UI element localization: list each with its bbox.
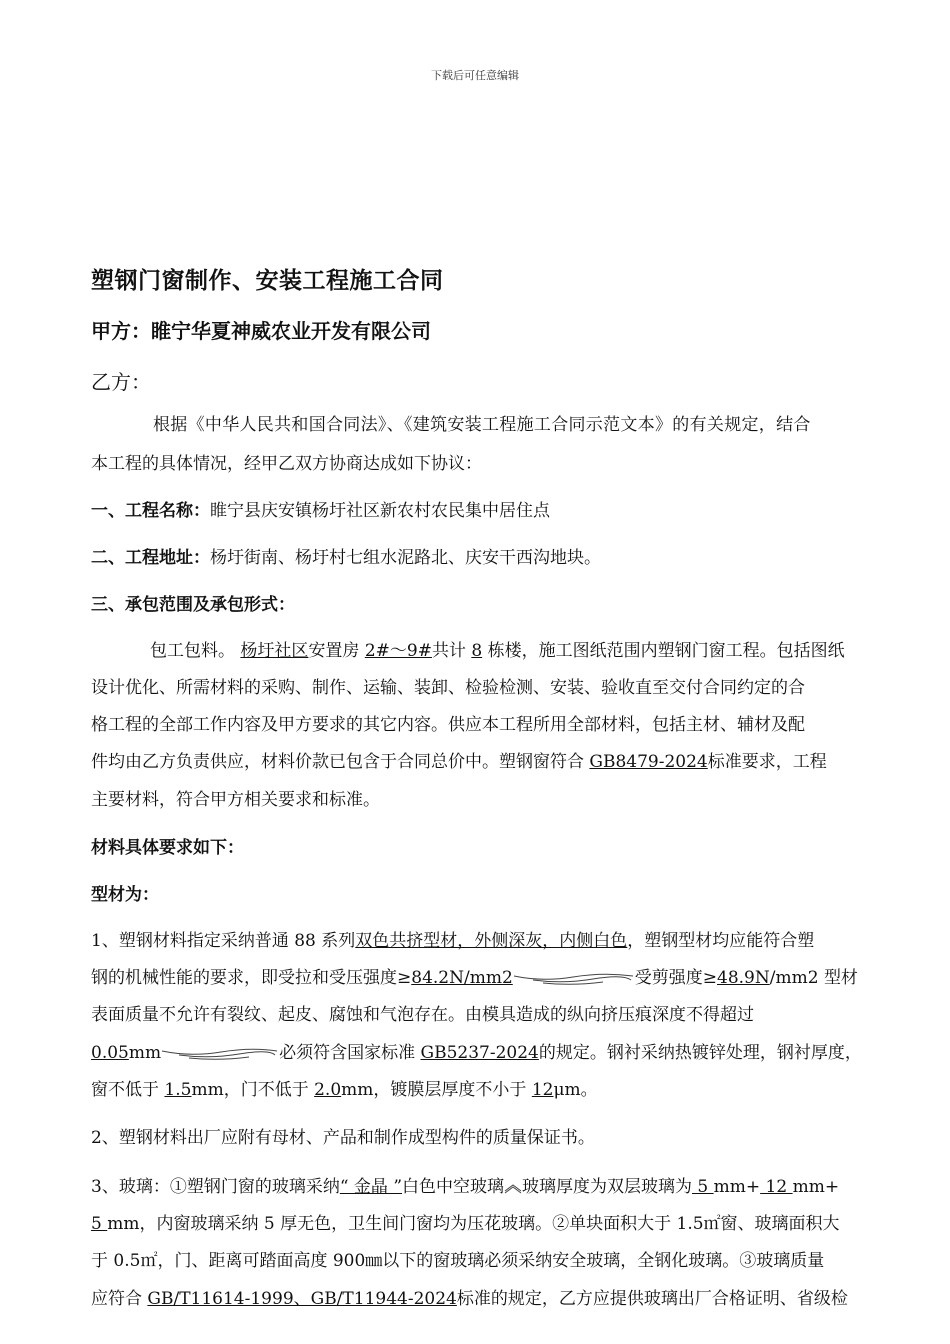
item-text: 应符合 <box>91 1289 142 1309</box>
scope-text: 安置房 <box>308 641 360 661</box>
item-1-line-1 <box>91 930 814 952</box>
item-text: ，塑钢型材均应能符合塑 <box>627 931 815 951</box>
item-2: 2、塑钢材料出厂应附有母材、产品和制作成型构件的质量保证书。 <box>91 1128 595 1148</box>
item-1-line-4 <box>91 1042 862 1064</box>
standard-gb5237: GB5237-2024 <box>420 1043 539 1063</box>
profile-label: 型材为： <box>91 885 159 905</box>
item-text: 标准的规定，乙方应提供玻璃出厂合格证明、省级检 <box>456 1289 848 1309</box>
item-text: mm+ <box>713 1177 761 1197</box>
section-2-label: 二、工程地址： <box>91 548 210 568</box>
standard-gb8479: GB8479-2024 <box>589 752 708 772</box>
section-1-value: 睢宁县庆安镇杨圩社区新农村农民集中居住点 <box>210 501 550 521</box>
item-text: μm。 <box>553 1080 598 1100</box>
party-a: 甲方：睢宁华夏神威农业开发有限公司 <box>91 319 431 343</box>
item-text: 玻璃厚度为双层玻璃为 <box>522 1177 693 1197</box>
scope-text: 包工包料。 <box>150 641 235 661</box>
scope-line-3: 格工程的全部工作内容及甲方要求的其它内容。供应本工程所用全部材料，包括主材、辅材及配 <box>91 715 805 735</box>
item-text: 必须符含国家标准 <box>279 1043 416 1063</box>
materials-label: 材料具体要求如下： <box>91 838 244 858</box>
item-text: mm，镀膜层厚度不小于 <box>341 1080 527 1100</box>
item-3-line-1 <box>91 1176 839 1198</box>
item-3-line-2 <box>91 1213 840 1235</box>
scope-count: 8 <box>471 641 483 661</box>
glass-brand: “ 金晶 ” <box>339 1177 403 1197</box>
item-text: 3、玻璃：①塑钢门窗的玻璃采纳 <box>91 1177 340 1197</box>
scope-line-4 <box>91 751 827 773</box>
profile-spec: 双色共挤型材，外侧深灰，内侧白色 <box>355 931 628 951</box>
item-text: mm，内窗玻璃采纳 5 厚无色，卫生间门窗均为压花玻璃。②单块面积大于 1.5㎡窗、玻璃面积大 <box>107 1214 840 1234</box>
contract-title: 塑钢门窗制作、安装工程施工合同 <box>91 268 444 294</box>
section-2-value: 杨圩街南、杨圩村七组水泥路北、庆安干西沟地块。 <box>210 548 601 568</box>
section-2 <box>91 547 601 569</box>
section-1-label: 一、工程名称： <box>91 501 210 521</box>
item-text: 白色中空玻璃 <box>402 1177 505 1197</box>
extrusion-depth: 0.05 <box>91 1043 129 1063</box>
item-3-line-3: 于 0.5㎡，门、距离可踏面高度 900㎜以下的窗玻璃必须采纳安全玻璃，全钢化玻璃。③玻璃质量 <box>91 1251 825 1271</box>
scope-community: 杨圩社区 <box>240 641 309 661</box>
scope-text: 共计 <box>431 641 466 661</box>
section-3-label: 三、承包范围及承包形式： <box>91 595 295 615</box>
item-1-line-2 <box>91 967 858 989</box>
item-text: mm，门不低于 <box>191 1080 309 1100</box>
scope-line-2: 设计优化、所需材料的采购、制作、运输、装卸、检验检测、安装、验收直至交付合同约定的合 <box>91 678 805 698</box>
item-text: 窗不低于 <box>91 1080 159 1100</box>
item-text: 受剪强度≥ <box>634 968 718 988</box>
item-text: /mm2 型材 <box>769 968 858 988</box>
item-text: mm <box>128 1043 162 1063</box>
glass-layer-1: 5 <box>692 1177 714 1197</box>
intro-line-1: 根据《中华人民共和国合同法》、《建筑安装工程施工合同示范文本》的有关规定，结合 <box>153 415 811 435</box>
door-thickness: 2.0 <box>314 1080 342 1100</box>
item-1-line-5 <box>91 1079 598 1101</box>
item-1-line-3: 表面质量不允许有裂纹、起皮、腐蚀和气泡存在。由模具造成的纵向挤压痕深度不得超过 <box>91 1005 754 1025</box>
scope-text: 栋楼，施工图纸范围内塑钢门窗工程。包括图纸 <box>487 641 845 661</box>
item-3-line-4 <box>91 1288 848 1310</box>
wave-mark-icon <box>161 1047 279 1061</box>
scope-text: 件均由乙方负责供应，材料价款已包含于合同总价中。塑钢窗符合 <box>91 752 584 772</box>
tensile-strength: 84.2N/mm2 <box>411 968 513 988</box>
scope-buildings: 2#～9# <box>364 641 432 661</box>
wave-mark-icon <box>504 1182 522 1194</box>
glass-gap: 12 <box>760 1177 793 1197</box>
wave-mark-icon <box>513 972 635 986</box>
scope-line-1 <box>150 640 845 662</box>
intro-line-2: 本工程的具体情况，经甲乙双方协商达成如下协议： <box>91 454 482 474</box>
item-text: 钢的机械性能的要求，即受拉和受压强度≥ <box>91 968 412 988</box>
glass-standards: GB/T11614-1999、GB/T11944-2024 <box>147 1289 457 1309</box>
scope-line-5: 主要材料，符合甲方相关要求和标准。 <box>91 790 380 810</box>
item-text: 的规定。钢衬采纳热镀锌处理，钢衬厚度， <box>538 1043 862 1063</box>
item-text: 1、塑钢材料指定采纳普通 88 系列 <box>91 931 356 951</box>
party-b: 乙方： <box>91 370 151 394</box>
coating-thickness: 12 <box>531 1080 554 1100</box>
section-1 <box>91 500 550 522</box>
window-thickness: 1.5 <box>164 1080 192 1100</box>
page-header-note: 下载后可任意编辑 <box>431 69 519 82</box>
scope-text: 标准要求，工程 <box>707 752 827 772</box>
item-text: mm+ <box>792 1177 840 1197</box>
glass-layer-2: 5 <box>91 1214 108 1234</box>
shear-strength: 48.9N <box>717 968 770 988</box>
